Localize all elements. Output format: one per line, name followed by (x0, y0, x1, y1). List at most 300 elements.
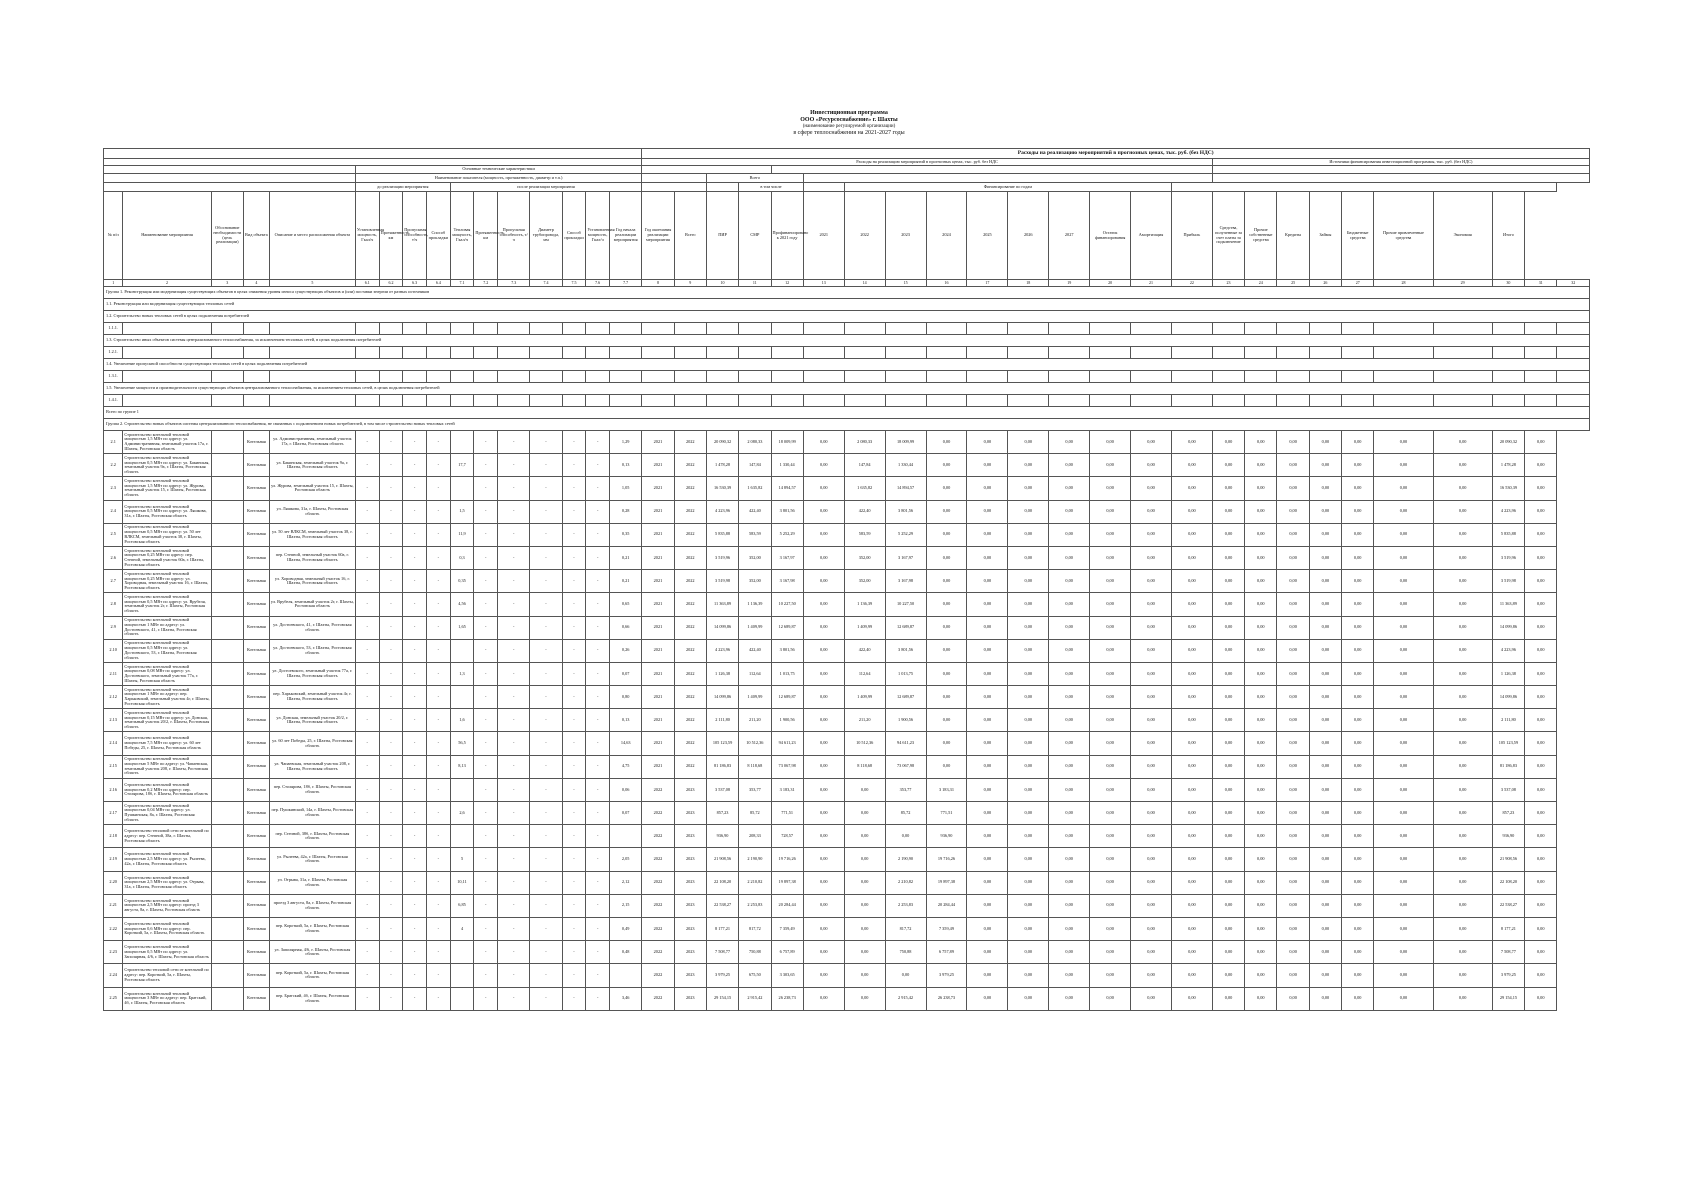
row-spent: 0,00 (803, 616, 844, 639)
row-pir: 422,40 (739, 639, 771, 662)
table-cell: - (530, 477, 562, 500)
investment-program-table (103, 148, 1590, 1011)
row-source-value: 0,00 (1245, 662, 1277, 685)
row-remainder: 0,00 (1131, 570, 1172, 593)
row-source-value: 0,00 (1171, 894, 1212, 917)
row-year-value: 0,00 (1049, 894, 1090, 917)
row-source-value: 0,00 (1374, 848, 1433, 871)
row-remainder: 0,00 (1131, 871, 1172, 894)
row-location: пер. Братский, 4б, г. Шахты, Ростовская область (269, 987, 355, 1010)
row-spent: 0,00 (803, 848, 844, 871)
table-cell (1131, 347, 1172, 359)
table-row (104, 431, 1590, 454)
table-cell: - (355, 825, 379, 848)
row-year-value: 0,00 (967, 662, 1008, 685)
row-year-value: 0,00 (1090, 941, 1131, 964)
row-source-value: 0,00 (1374, 964, 1433, 987)
row-source-value: 0,00 (1433, 454, 1492, 477)
table-cell (379, 323, 403, 335)
column-number: 30 (1492, 280, 1524, 287)
table-cell (586, 395, 610, 407)
row-year-2023: 0,00 (926, 477, 967, 500)
row-source-value: 0,00 (1171, 477, 1212, 500)
row-source-value: 0,00 (1212, 593, 1244, 616)
row-smr: 20 284,44 (771, 894, 803, 917)
row-year-value: 0,00 (1049, 477, 1090, 500)
row-source-value: 0,00 (1342, 825, 1374, 848)
row-year-2023: 0,00 (926, 662, 967, 685)
row-source-value: 0,00 (1277, 732, 1309, 755)
column-header: № п/п (104, 192, 123, 280)
row-year-2022: 18 009,99 (885, 431, 926, 454)
table-cell: - (355, 616, 379, 639)
table-cell: - (498, 570, 530, 593)
table-cell (1557, 395, 1590, 407)
row-spent: 0,00 (803, 639, 844, 662)
row-source-value: 0,00 (1171, 709, 1212, 732)
table-cell (706, 371, 738, 383)
row-source-value: 0,00 (1277, 987, 1309, 1010)
row-source-value: 0,00 (1212, 546, 1244, 569)
row-pir: 1 136,39 (739, 593, 771, 616)
table-cell (211, 941, 243, 964)
row-source-value: 0,00 (1212, 662, 1244, 685)
row-source-value: 0,00 (1374, 500, 1433, 523)
table-cell: - (355, 871, 379, 894)
row-year-value: 0,00 (967, 477, 1008, 500)
header-blank (1171, 183, 1556, 192)
row-smr: 3 303,65 (771, 964, 803, 987)
row-source-value: 0,00 (1342, 616, 1374, 639)
table-cell: - (379, 755, 403, 778)
section-heading: Группа 1. Реконструкция или модернизация существующих объектов в целях снижения уровня износа существующих объектов и (или) поставки энергии от разных источников (104, 287, 1590, 299)
row-number: 2.20 (104, 871, 123, 894)
row-source-value: 0,00 (1525, 917, 1557, 940)
table-cell (1049, 371, 1090, 383)
row-object-type: Котельная (243, 871, 269, 894)
table-cell: - (498, 802, 530, 825)
row-source-value: 0,00 (1212, 431, 1244, 454)
row-source-value: 0,00 (1342, 987, 1374, 1010)
row-remainder: 0,00 (1131, 662, 1172, 685)
row-source-value: 0,00 (1245, 825, 1277, 848)
doc-period: в сфере теплоснабжения на 2021-2027 годы (793, 129, 905, 136)
row-source-value: 0,00 (1171, 732, 1212, 755)
row-financing-total: 81 186,83 (1492, 755, 1524, 778)
row-financing-total: 22 538,27 (1492, 894, 1524, 917)
row-year-2023: 19 897,38 (926, 871, 967, 894)
table-cell (211, 546, 243, 569)
table-cell (211, 987, 243, 1010)
row-name: Строительство котельной тепловой мощностью 3 МВт по адресу: пер. Братский, 4б, г. Шахты, Ростовская область (123, 987, 211, 1010)
row-year-2023: 6 757,89 (926, 941, 967, 964)
row-source-value: 0,00 (1309, 546, 1341, 569)
row-year-2023: 26 238,73 (926, 987, 967, 1010)
row-number: 2.12 (104, 686, 123, 709)
table-cell (426, 323, 450, 335)
table-cell: - (426, 871, 450, 894)
row-source-value: 0,00 (1525, 546, 1557, 569)
row-source-value: 0,00 (1525, 802, 1557, 825)
row-location: пер. Степной, 38б, г. Шахты, Ростовская область (269, 825, 355, 848)
table-cell: - (426, 431, 450, 454)
row-object-type: Котельная (243, 546, 269, 569)
table-cell (1433, 371, 1492, 383)
row-source-value: 0,00 (1245, 616, 1277, 639)
table-cell: - (530, 546, 562, 569)
row-pir: 353,77 (739, 778, 771, 801)
table-cell (1212, 347, 1244, 359)
table-cell: - (474, 825, 498, 848)
row-capacity: 0,35 (610, 523, 642, 546)
table-cell (674, 323, 706, 335)
row-length (450, 964, 474, 987)
table-cell: - (426, 570, 450, 593)
row-financing-total: 3 519,96 (1492, 546, 1524, 569)
table-cell: - (355, 709, 379, 732)
table-cell (1171, 371, 1212, 383)
row-source-value: 0,00 (1433, 964, 1492, 987)
row-financing-total: 11 363,89 (1492, 593, 1524, 616)
row-source-value: 0,00 (1309, 941, 1341, 964)
table-cell (269, 371, 355, 383)
row-object-type: Котельная (243, 941, 269, 964)
row-source-value: 0,00 (1277, 639, 1309, 662)
row-source-value: 0,00 (1171, 871, 1212, 894)
table-cell: - (379, 917, 403, 940)
row-source-value: 0,00 (1245, 848, 1277, 871)
row-source-value: 0,00 (1374, 941, 1433, 964)
table-cell (211, 894, 243, 917)
row-total: 16 530,39 (706, 477, 738, 500)
table-cell: - (498, 593, 530, 616)
table-cell: - (562, 523, 586, 546)
row-year-end: 2023 (674, 848, 706, 871)
table-cell (379, 347, 403, 359)
row-remainder: 0,00 (1131, 454, 1172, 477)
row-year-value: 0,00 (1049, 570, 1090, 593)
header-expenses-title: Расходы на реализацию мероприятий в прогнозных ценах, тыс. руб. (без НДС) (642, 149, 1590, 159)
table-cell: - (426, 917, 450, 940)
row-year-value: 0,00 (967, 987, 1008, 1010)
row-year-start: 2021 (642, 686, 674, 709)
table-cell: - (562, 686, 586, 709)
table-cell (1212, 323, 1244, 335)
row-number: 1.3.1. (104, 371, 123, 383)
row-year-end: 2022 (674, 755, 706, 778)
row-pir: 1 409,99 (739, 616, 771, 639)
table-cell: - (403, 616, 427, 639)
table-cell (1342, 347, 1374, 359)
table-cell: - (562, 755, 586, 778)
column-number: 17 (967, 280, 1008, 287)
section-heading: Группа 2. Строительство новых объектов системы централизованного теплоснабжения, не связанных с подключением новых потребителей, в том числе строительство новых тепловых сетей (104, 419, 1590, 431)
row-spent: 0,00 (803, 964, 844, 987)
row-year-2022: 3 167,98 (885, 570, 926, 593)
table-row (104, 500, 1590, 523)
table-cell: - (474, 523, 498, 546)
row-year-2023: 0,00 (926, 755, 967, 778)
row-year-2023: 0,00 (926, 431, 967, 454)
row-source-value: 0,00 (1374, 825, 1433, 848)
row-remainder: 0,00 (1131, 732, 1172, 755)
row-source-value: 0,00 (1342, 917, 1374, 940)
table-cell: - (379, 732, 403, 755)
row-financing-total: 16 530,39 (1492, 477, 1524, 500)
table-cell: - (562, 500, 586, 523)
row-financing-total: 1 478,28 (1492, 454, 1524, 477)
row-source-value: 0,00 (1309, 431, 1341, 454)
table-cell (1008, 323, 1049, 335)
row-length: 4,56 (450, 593, 474, 616)
row-year-2021: 10 512,36 (844, 732, 885, 755)
table-cell (403, 347, 427, 359)
table-cell: - (498, 941, 530, 964)
row-source-value: 0,00 (1342, 686, 1374, 709)
table-cell (706, 347, 738, 359)
row-capacity: 3,46 (610, 987, 642, 1010)
row-number: 1.1.1. (104, 323, 123, 335)
row-year-2021: 0,00 (844, 778, 885, 801)
section-heading: 1.5. Увеличение мощности и производительности существующих объектов централизованного теплоснабжения, за исключением тепловых сетей, в целях подключения потребителей (104, 383, 1590, 395)
table-cell: - (379, 662, 403, 685)
row-year-value: 0,00 (1049, 848, 1090, 871)
row-financing-total: 1 126,38 (1492, 662, 1524, 685)
row-object-type: Котельная (243, 894, 269, 917)
row-year-value: 0,00 (967, 639, 1008, 662)
row-year-value: 0,00 (967, 500, 1008, 523)
table-cell (474, 347, 498, 359)
row-year-2023: 936,90 (926, 825, 967, 848)
row-source-value: 0,00 (1525, 871, 1557, 894)
row-location: ул. Чапаевская, земельный участок 208, г. Шахты, Ростовская область (269, 755, 355, 778)
row-source-value: 0,00 (1277, 802, 1309, 825)
table-cell: - (562, 639, 586, 662)
row-year-2022: 5 252,29 (885, 523, 926, 546)
row-year-value: 0,00 (1090, 546, 1131, 569)
row-source-value: 0,00 (1171, 941, 1212, 964)
column-header: Обоснование необходимости (цель реализации) (211, 192, 243, 280)
row-source-value: 0,00 (1245, 802, 1277, 825)
table-cell: - (426, 686, 450, 709)
row-length: 1,5 (450, 500, 474, 523)
row-total: 2 111,80 (706, 709, 738, 732)
row-source-value: 0,00 (1525, 941, 1557, 964)
column-header-year: 2021 (803, 192, 844, 280)
table-cell (379, 395, 403, 407)
table-cell (1131, 323, 1172, 335)
table-row (104, 477, 1590, 500)
row-year-value: 0,00 (1090, 709, 1131, 732)
row-spent: 0,00 (803, 686, 844, 709)
table-cell: - (562, 848, 586, 871)
row-year-2022: 2 915,42 (885, 987, 926, 1010)
row-capacity: 14,63 (610, 732, 642, 755)
table-cell (211, 593, 243, 616)
column-number: 15 (885, 280, 926, 287)
table-cell (450, 395, 474, 407)
row-year-2021: 1 409,99 (844, 686, 885, 709)
header-before: до реализации мероприятия (355, 183, 450, 192)
row-year-value: 0,00 (1090, 639, 1131, 662)
table-cell: - (586, 546, 610, 569)
row-number: 2.3 (104, 477, 123, 500)
table-row (104, 894, 1590, 917)
table-cell: - (379, 778, 403, 801)
row-year-2022: 0,00 (885, 825, 926, 848)
table-row (104, 964, 1590, 987)
table-cell (1309, 323, 1341, 335)
table-cell (1525, 323, 1557, 335)
table-cell: - (426, 964, 450, 987)
row-capacity: 0,28 (610, 500, 642, 523)
table-cell (771, 395, 803, 407)
column-header: Описание и место расположения объекта (269, 192, 355, 280)
table-cell: - (474, 755, 498, 778)
table-cell (803, 323, 844, 335)
row-remainder: 0,00 (1131, 964, 1172, 987)
row-source-value: 0,00 (1342, 570, 1374, 593)
table-cell (1212, 371, 1244, 383)
row-source-value: 0,00 (1277, 871, 1309, 894)
row-total: 3 979,25 (706, 964, 738, 987)
column-header: Год начала реализации мероприятия (610, 192, 642, 280)
row-source-value: 0,00 (1433, 616, 1492, 639)
table-row (104, 917, 1590, 940)
row-source-value: 0,00 (1277, 709, 1309, 732)
row-spent: 0,00 (803, 825, 844, 848)
table-cell: - (586, 755, 610, 778)
header-blank (104, 149, 642, 159)
row-remainder: 0,00 (1131, 523, 1172, 546)
table-cell: - (586, 941, 610, 964)
table-cell (211, 477, 243, 500)
row-source-value: 0,00 (1374, 987, 1433, 1010)
row-smr: 3 183,31 (771, 778, 803, 801)
header-sources: Источники финансирования инвестиционной программы, тыс. руб. (без НДС) (1212, 159, 1589, 166)
column-header: Пропускная способность, т/ч (498, 192, 530, 280)
row-length: 0,35 (450, 570, 474, 593)
row-name: Строительство котельной тепловой мощностью 0,15 МВт по адресу: ул. Донская, земельный участок 20/2, г. Шахты, Ростовская область (123, 709, 211, 732)
row-source-value: 0,00 (1245, 987, 1277, 1010)
row-total: 11 363,89 (706, 593, 738, 616)
row-year-value: 0,00 (967, 546, 1008, 569)
column-header: Способ прокладки (426, 192, 450, 280)
row-pir: 2 915,42 (739, 987, 771, 1010)
table-cell (1433, 395, 1492, 407)
row-year-2021: 583,59 (844, 523, 885, 546)
row-source-value: 0,00 (1212, 500, 1244, 523)
row-source-value: 0,00 (1342, 639, 1374, 662)
table-cell: - (474, 732, 498, 755)
row-source-value: 0,00 (1245, 593, 1277, 616)
row-source-value: 0,00 (1433, 639, 1492, 662)
row-year-value: 0,00 (1049, 802, 1090, 825)
table-cell: - (530, 616, 562, 639)
table-row (104, 871, 1590, 894)
row-source-value: 0,00 (1171, 454, 1212, 477)
row-capacity: 0,13 (610, 709, 642, 732)
table-cell (243, 323, 269, 335)
row-year-start: 2021 (642, 709, 674, 732)
row-source-value: 0,00 (1245, 454, 1277, 477)
row-source-value: 0,00 (1309, 454, 1341, 477)
table-cell: - (530, 755, 562, 778)
table-cell: - (426, 802, 450, 825)
row-year-value: 0,00 (1090, 987, 1131, 1010)
table-cell: - (403, 477, 427, 500)
header-blank (104, 159, 642, 166)
row-object-type: Котельная (243, 686, 269, 709)
table-cell (1525, 347, 1557, 359)
row-year-start: 2021 (642, 662, 674, 685)
row-object-type: Котельная (243, 593, 269, 616)
column-number: 18 (1008, 280, 1049, 287)
row-source-value: 0,00 (1342, 546, 1374, 569)
row-source-value: 0,00 (1212, 941, 1244, 964)
row-year-value: 0,00 (1090, 848, 1131, 871)
table-cell: - (403, 686, 427, 709)
row-smr: 12 689,87 (771, 616, 803, 639)
table-cell: - (498, 523, 530, 546)
row-source-value: 0,00 (1433, 593, 1492, 616)
row-year-2023: 0,00 (926, 500, 967, 523)
row-object-type: Котельная (243, 500, 269, 523)
row-year-start: 2021 (642, 500, 674, 523)
table-cell (885, 395, 926, 407)
row-source-value: 0,00 (1433, 941, 1492, 964)
row-year-value: 0,00 (1008, 431, 1049, 454)
table-cell (211, 755, 243, 778)
row-year-end: 2023 (674, 871, 706, 894)
row-source-value: 0,00 (1342, 454, 1374, 477)
row-name: Строительство тепловой сети от котельной по адресу: пер. Степной, 38а, г. Шахты, Ростовская область (123, 825, 211, 848)
row-year-start: 2021 (642, 639, 674, 662)
column-number: 13 (803, 280, 844, 287)
row-remainder: 0,00 (1131, 848, 1172, 871)
row-source-value: 0,00 (1525, 454, 1557, 477)
table-cell (771, 323, 803, 335)
column-number: 9 (674, 280, 706, 287)
row-number: 2.8 (104, 593, 123, 616)
table-cell: - (586, 987, 610, 1010)
row-total: 3 519,98 (706, 570, 738, 593)
row-source-value: 0,00 (1212, 987, 1244, 1010)
row-year-value: 0,00 (1008, 686, 1049, 709)
row-total: 857,23 (706, 802, 738, 825)
row-year-2021: 0,00 (844, 941, 885, 964)
table-cell: - (403, 871, 427, 894)
row-year-value: 0,00 (1090, 523, 1131, 546)
table-cell (610, 347, 642, 359)
header-blank (642, 174, 707, 183)
row-source-value: 0,00 (1525, 477, 1557, 500)
table-cell: - (379, 477, 403, 500)
row-year-value: 0,00 (1049, 686, 1090, 709)
row-source-value: 0,00 (1433, 917, 1492, 940)
table-cell: - (586, 616, 610, 639)
table-cell: - (530, 686, 562, 709)
row-source-value: 0,00 (1433, 709, 1492, 732)
row-year-start: 2021 (642, 755, 674, 778)
row-year-value: 0,00 (1008, 593, 1049, 616)
row-pir: 352,00 (739, 546, 771, 569)
row-source-value: 0,00 (1374, 894, 1433, 917)
row-source-value: 0,00 (1342, 871, 1374, 894)
column-number: 12 (771, 280, 803, 287)
table-cell: - (403, 570, 427, 593)
table-cell: - (379, 941, 403, 964)
